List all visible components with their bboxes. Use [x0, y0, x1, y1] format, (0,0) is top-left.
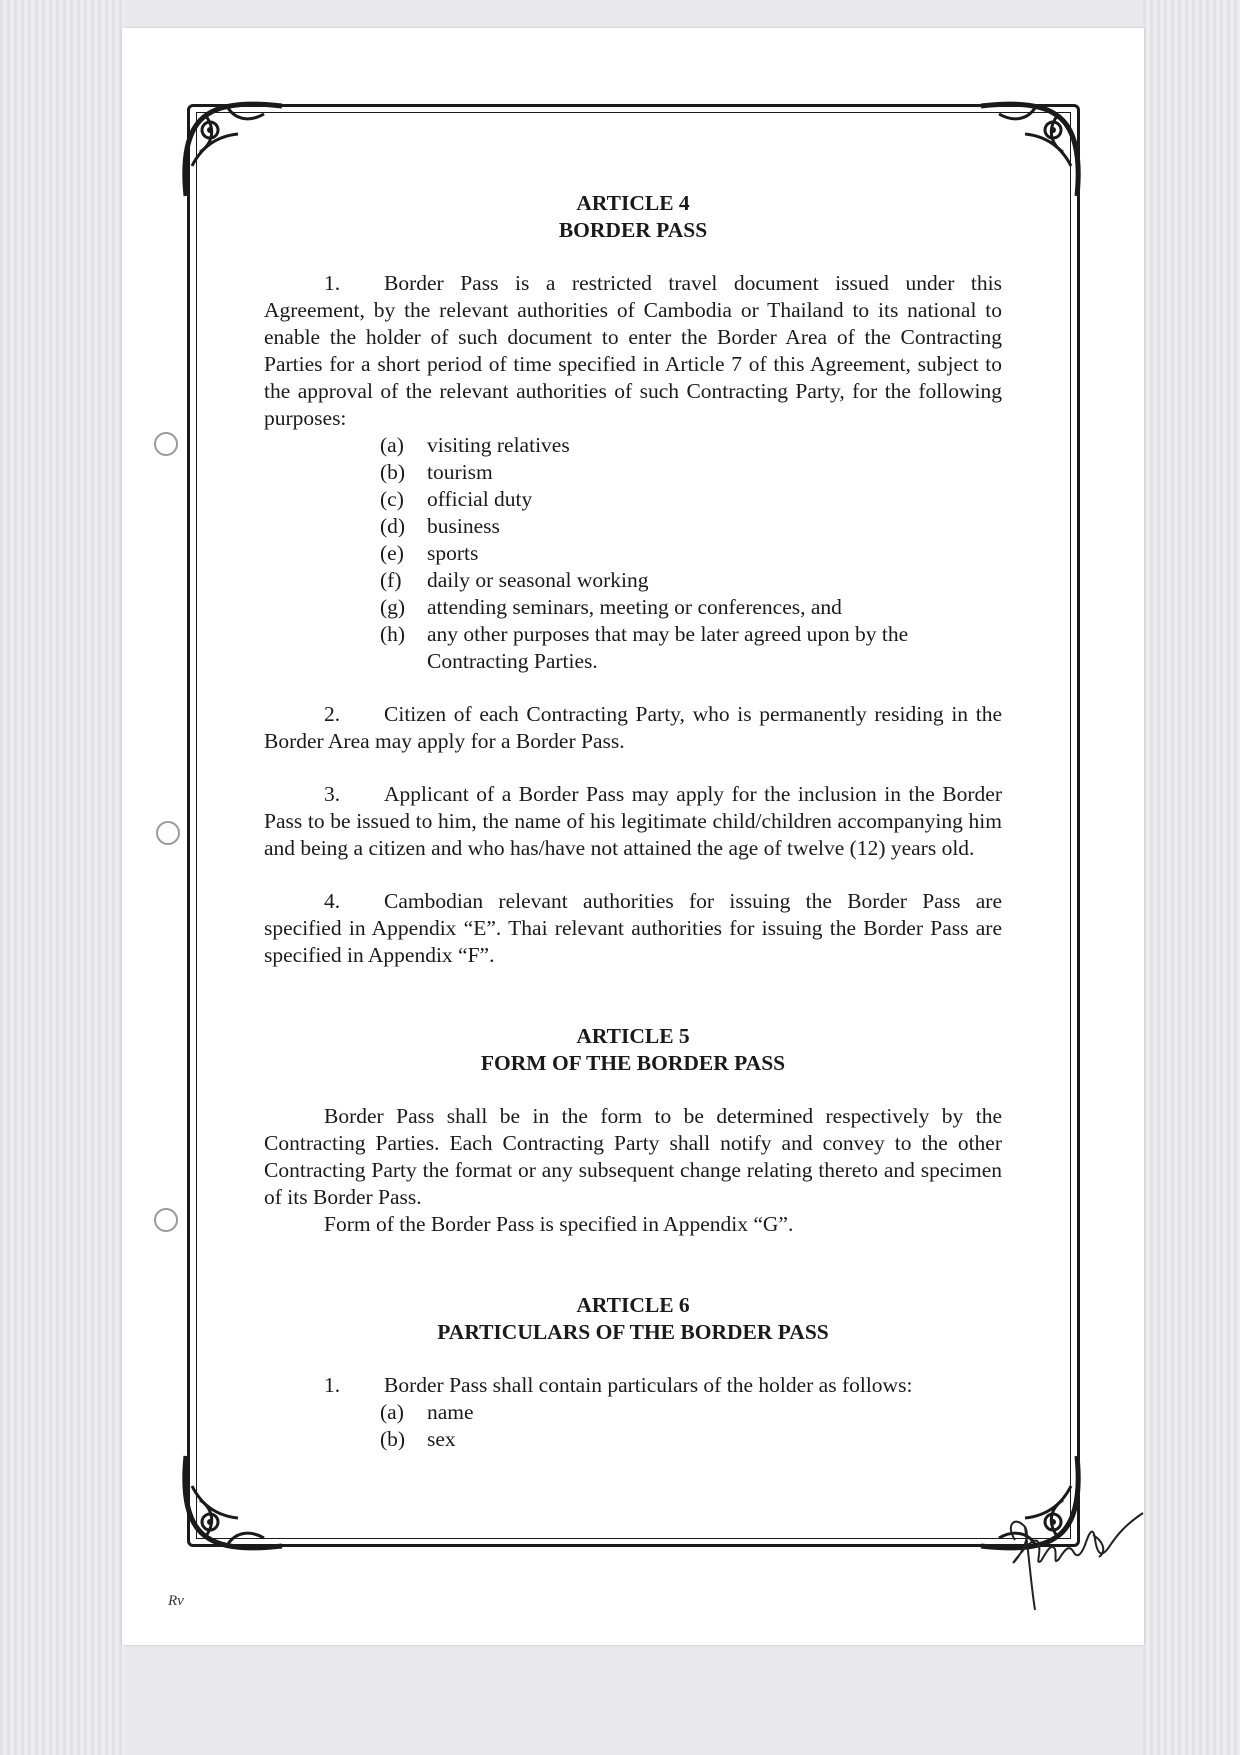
list-item: (b) sex	[380, 1427, 456, 1451]
article-5-paragraph-2: Form of the Border Pass is specified in Appendix “G”.	[324, 1212, 794, 1236]
article-5-paragraph-1: Border Pass shall be in the form to be determined respectively by the Contracting Parties. Each Contracting Party shall notify and convey to the other Contracting Party the format or any subsequent change relating thereto and specimen of its Border Pass.	[264, 1104, 1002, 1209]
article-6-title: PARTICULARS OF THE BORDER PASS	[437, 1320, 829, 1344]
article-4-paragraph-2: 2. Citizen of each Contracting Party, who is permanently residing in the Border Area may apply for a Border Pass.	[264, 702, 1002, 753]
particulars-list	[264, 1399, 1002, 1453]
article-4-paragraph-1	[264, 270, 1002, 432]
punch-hole	[156, 821, 180, 845]
punch-hole	[154, 432, 178, 456]
article-4-paragraph-3: 3. Applicant of a Border Pass may apply for the inclusion in the Border Pass to be issued to him, the name of his legitimate child/children accompanying him and being a citizen and who has/have not attained the age of twelve (12) years old.	[264, 782, 1002, 860]
article-5-heading: ARTICLE 5	[576, 1024, 690, 1048]
list-item: (b) tourism	[380, 460, 493, 484]
list-item: (a) visiting relatives	[380, 433, 570, 457]
list-item: (e) sports	[380, 541, 479, 565]
article-4-paragraph-4: 4. Cambodian relevant authorities for issuing the Border Pass are specified in Appendix “E”. Thai relevant authorities for issuing the Border Pass are specified in Appendix “F”.	[264, 889, 1002, 967]
paragraph-number: 1.	[324, 271, 341, 295]
article-6-heading: ARTICLE 6	[576, 1293, 690, 1317]
article-6-paragraph-1: 1. Border Pass shall contain particulars of the holder as follows:	[324, 1373, 913, 1397]
signature-icon	[985, 1485, 1145, 1620]
article-4-title: BORDER PASS	[558, 218, 708, 242]
document-body	[264, 190, 1002, 1453]
article-5-title: FORM OF THE BORDER PASS	[480, 1051, 786, 1075]
scan-edge-right	[1143, 0, 1240, 1755]
list-item: (h) any other purposes that may be later agreed upon by the Contracting Parties.	[380, 622, 909, 673]
purposes-list	[264, 432, 1002, 675]
list-item: (g) attending seminars, meeting or conferences, and	[380, 595, 842, 619]
paragraph-text: Border Pass is a restricted travel document issued under this Agreement, by the relevant authorities of Cambodia or Thailand to its national to enable the holder of such document to enter the Border Area of the Contracting Parties for a short period of time specified in Article 7 of this Agreement, subject to the approval of the relevant authorities of such Contracting Party, for the following purposes:	[264, 271, 1002, 430]
corner-ornament-icon	[178, 1446, 288, 1556]
list-item: (a) name	[380, 1400, 474, 1424]
list-item: (f) daily or seasonal working	[380, 568, 649, 592]
punch-hole	[154, 1208, 178, 1232]
margin-initials: Rv	[168, 1593, 184, 1609]
article-4-heading: ARTICLE 4	[576, 191, 690, 215]
list-item: (d) business	[380, 514, 500, 538]
list-item: (c) official duty	[380, 487, 533, 511]
scan-edge-left	[0, 0, 125, 1755]
